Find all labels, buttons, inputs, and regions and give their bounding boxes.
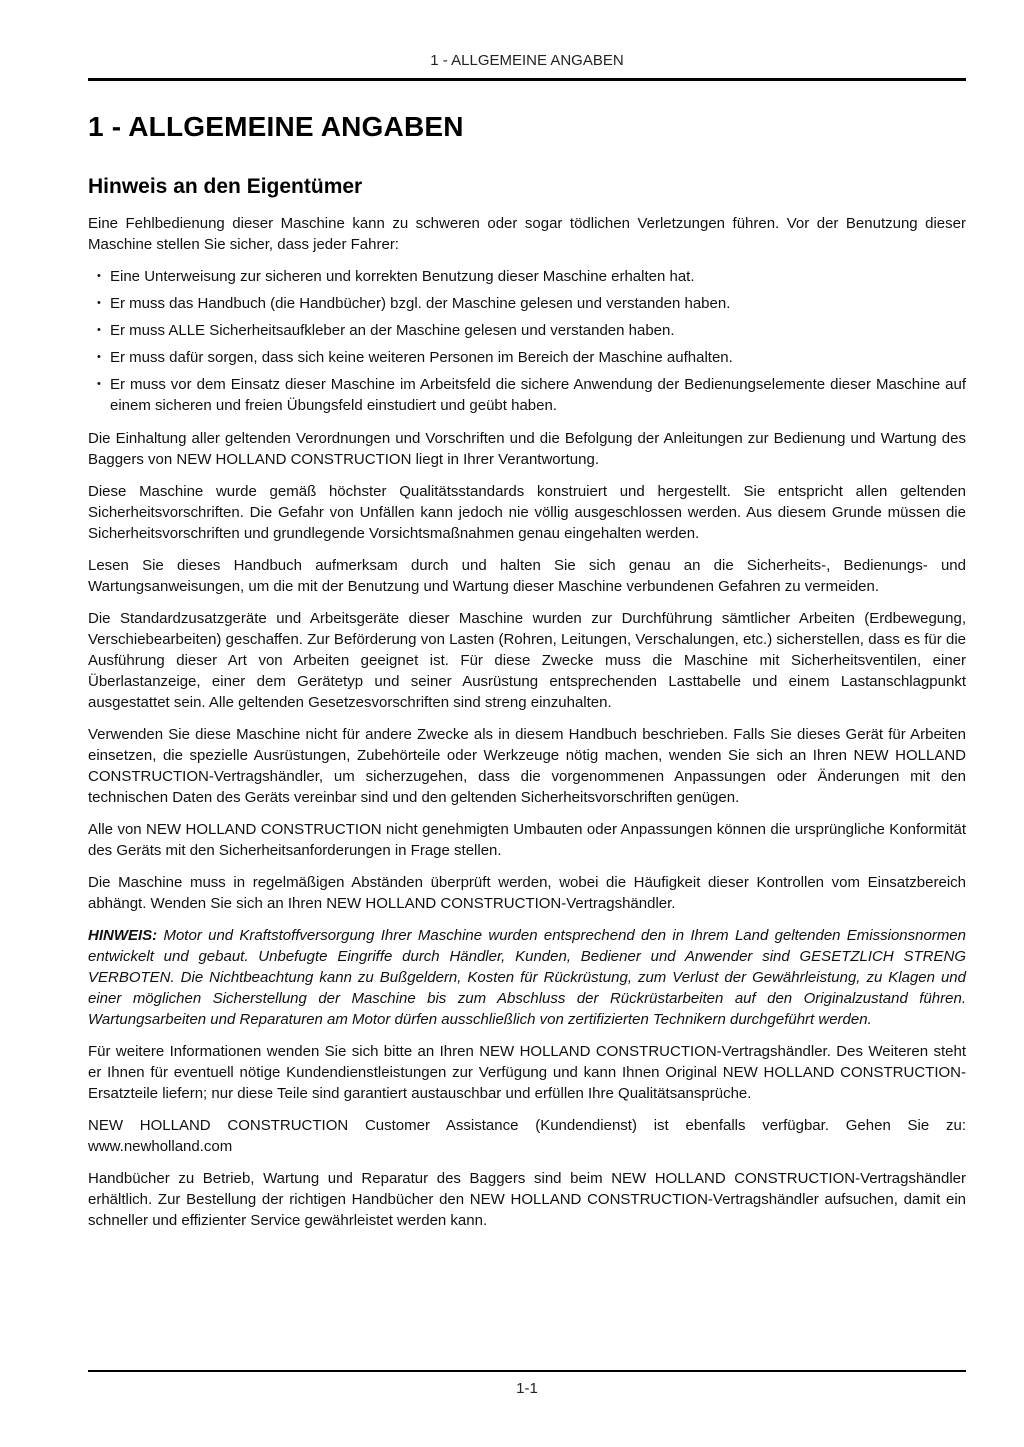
bullet-text: Er muss ALLE Sicherheitsaufkleber an der Maschine gelesen und verstanden haben. (110, 322, 675, 339)
section-heading: Hinweis an den Eigentümer (88, 175, 363, 198)
bullet-item (88, 374, 966, 416)
paragraph: Die Einhaltung aller geltenden Verordnungen und Vorschriften und die Befolgung der Anleitungen zur Bedienung und Wartung des Baggers von NEW HOLLAND CONSTRUCTION liegt in Ihrer Verantwortung. (88, 430, 966, 468)
footer-rule (88, 1370, 966, 1372)
page-footer (88, 1370, 966, 1397)
running-header-text: 1 - ALLGEMEINE ANGABEN (430, 52, 624, 69)
page-number: 1-1 (516, 1380, 538, 1397)
bullet-item (88, 266, 966, 287)
paragraph: Für weitere Informationen wenden Sie sich bitte an Ihren NEW HOLLAND CONSTRUCTION-Vertragshändler. Des Weiteren steht er Ihnen für eventuell nötige Kundendienstleistungen zur Verfügung und kann Ihnen Original NEW HOLLAND CONSTRUCTION-Ersatzteile liefern; nur diese Teile sind garantiert austauschbar und erfüllen Ihre Qualitätsansprüche. (88, 1043, 966, 1102)
bullet-icon: • (97, 351, 101, 363)
paragraph: Die Maschine muss in regelmäßigen Abständen überprüft werden, wobei die Häufigkeit dieser Kontrollen vom Einsatzbereich abhängt. Wenden Sie sich an Ihren NEW HOLLAND CONSTRUCTION-Vertragshändler. (88, 874, 966, 912)
bullet-icon: • (97, 324, 101, 336)
bullet-item (88, 293, 966, 314)
paragraph: NEW HOLLAND CONSTRUCTION Customer Assistance (Kundendienst) ist ebenfalls verfügbar. Gehen Sie zu: www.newholland.com (88, 1117, 966, 1155)
chapter-title: 1 - ALLGEMEINE ANGABEN (88, 111, 464, 142)
bullet-icon: • (97, 270, 101, 282)
note-text: Motor und Kraftstoffversorgung Ihrer Maschine wurden entsprechend den in Ihrem Land geltenden Emissionsnormen entwickelt und gebaut. Unbefugte Eingriffe durch Händler, Kunden, Bediener und Anwender sind GESETZLICH STRENG VERBOTEN. Die Nichtbeachtung kann zu Bußgeldern, Kosten für Rückrüstung, zum Verlust der Gewährleistung, zu Klagen und einer möglichen Sicherstellung der Maschine bis zum Abschluss der Rückrüstarbeiten auf den Originalzustand führen. Wartungsarbeiten und Reparaturen am Motor dürfen ausschließlich von zertifizierten Technikern durchgeführt werden. (88, 927, 966, 1028)
bullet-text: Er muss das Handbuch (die Handbücher) bzgl. der Maschine gelesen und verstanden haben. (110, 295, 731, 312)
bullet-text: Er muss vor dem Einsatz dieser Maschine im Arbeitsfeld die sichere Anwendung der Bedienungselemente dieser Maschine auf einem sicheren und freien Übungsfeld einstudiert und geübt haben. (110, 376, 966, 414)
note-label: HINWEIS: (88, 927, 158, 944)
paragraph: Die Standardzusatzgeräte und Arbeitsgeräte dieser Maschine wurden zur Durchführung sämtlicher Arbeiten (Erdbewegung, Verschiebearbeiten) geschaffen. Zur Beförderung von Lasten (Rohren, Leitungen, Verschalungen, etc.) sicherstellen, dass es für die Ausführung dieser Art von Arbeiten geeignet ist. Für diese Zwecke muss die Maschine mit Sicherheitsventilen, einer Überlastanzeige, einer dem Gerätetyp und seiner Ausrüstung entsprechenden Lasttabelle und einem Lastanschlagpunkt ausgestattet sein. Alle geltenden Gesetzesvorschriften sind streng einzuhalten. (88, 610, 966, 711)
bullet-list (88, 266, 966, 416)
paragraph: Alle von NEW HOLLAND CONSTRUCTION nicht genehmigten Umbauten oder Anpassungen können die ursprüngliche Konformität des Geräts mit den Sicherheitsanforderungen in Frage stellen. (88, 821, 966, 859)
bullet-text: Er muss dafür sorgen, dass sich keine weiteren Personen im Bereich der Maschine aufhalten. (110, 349, 733, 366)
header-rule (88, 78, 966, 81)
paragraph: Verwenden Sie diese Maschine nicht für andere Zwecke als in diesem Handbuch beschrieben. Falls Sie dieses Gerät für Arbeiten einsetzen, die spezielle Ausrüstungen, Zubehörteile oder Werkzeuge nötig machen, wenden Sie sich an Ihren NEW HOLLAND CONSTRUCTION-Vertragshändler, um sicherzugehen, dass die vorgenommenen Anpassungen oder Änderungen mit den technischen Daten des Geräts vereinbar sind und den geltenden Sicherheitsvorschriften genügen. (88, 726, 966, 806)
section-body (88, 213, 966, 1231)
page-content (88, 111, 966, 1231)
paragraph: Handbücher zu Betrieb, Wartung und Reparatur des Baggers sind beim NEW HOLLAND CONSTRUCTION-Vertragshändler erhältlich. Zur Bestellung der richtigen Handbücher den NEW HOLLAND CONSTRUCTION-Vertragshändler aufsuchen, damit ein schneller und effizienter Service gewährleistet werden kann. (88, 1170, 966, 1229)
bullet-item (88, 320, 966, 341)
running-header (88, 0, 966, 69)
intro-paragraph: Eine Fehlbedienung dieser Maschine kann zu schweren oder sogar tödlichen Verletzungen führen. Vor der Benutzung dieser Maschine stellen Sie sicher, dass jeder Fahrer: (88, 215, 966, 253)
bullet-text: Eine Unterweisung zur sicheren und korrekten Benutzung dieser Maschine erhalten hat. (110, 268, 695, 285)
paragraph: Lesen Sie dieses Handbuch aufmerksam durch und halten Sie sich genau an die Sicherheits-, Bedienungs- und Wartungsanweisungen, um die mit der Benutzung und Wartung dieser Maschine verbundenen Gefahren zu vermeiden. (88, 557, 966, 595)
paragraph: Diese Maschine wurde gemäß höchster Qualitätsstandards konstruiert und hergestellt. Sie entspricht allen geltenden Sicherheitsvorschriften. Die Gefahr von Unfällen kann jedoch nie völlig ausgeschlossen werden. Aus diesem Grunde müssen die Sicherheitsvorschriften und grundlegende Vorsichtsmaßnahmen genau eingehalten werden. (88, 483, 966, 542)
bullet-icon: • (97, 378, 101, 390)
bullet-item (88, 347, 966, 368)
bullet-icon: • (97, 297, 101, 309)
note-paragraph (88, 925, 966, 1030)
